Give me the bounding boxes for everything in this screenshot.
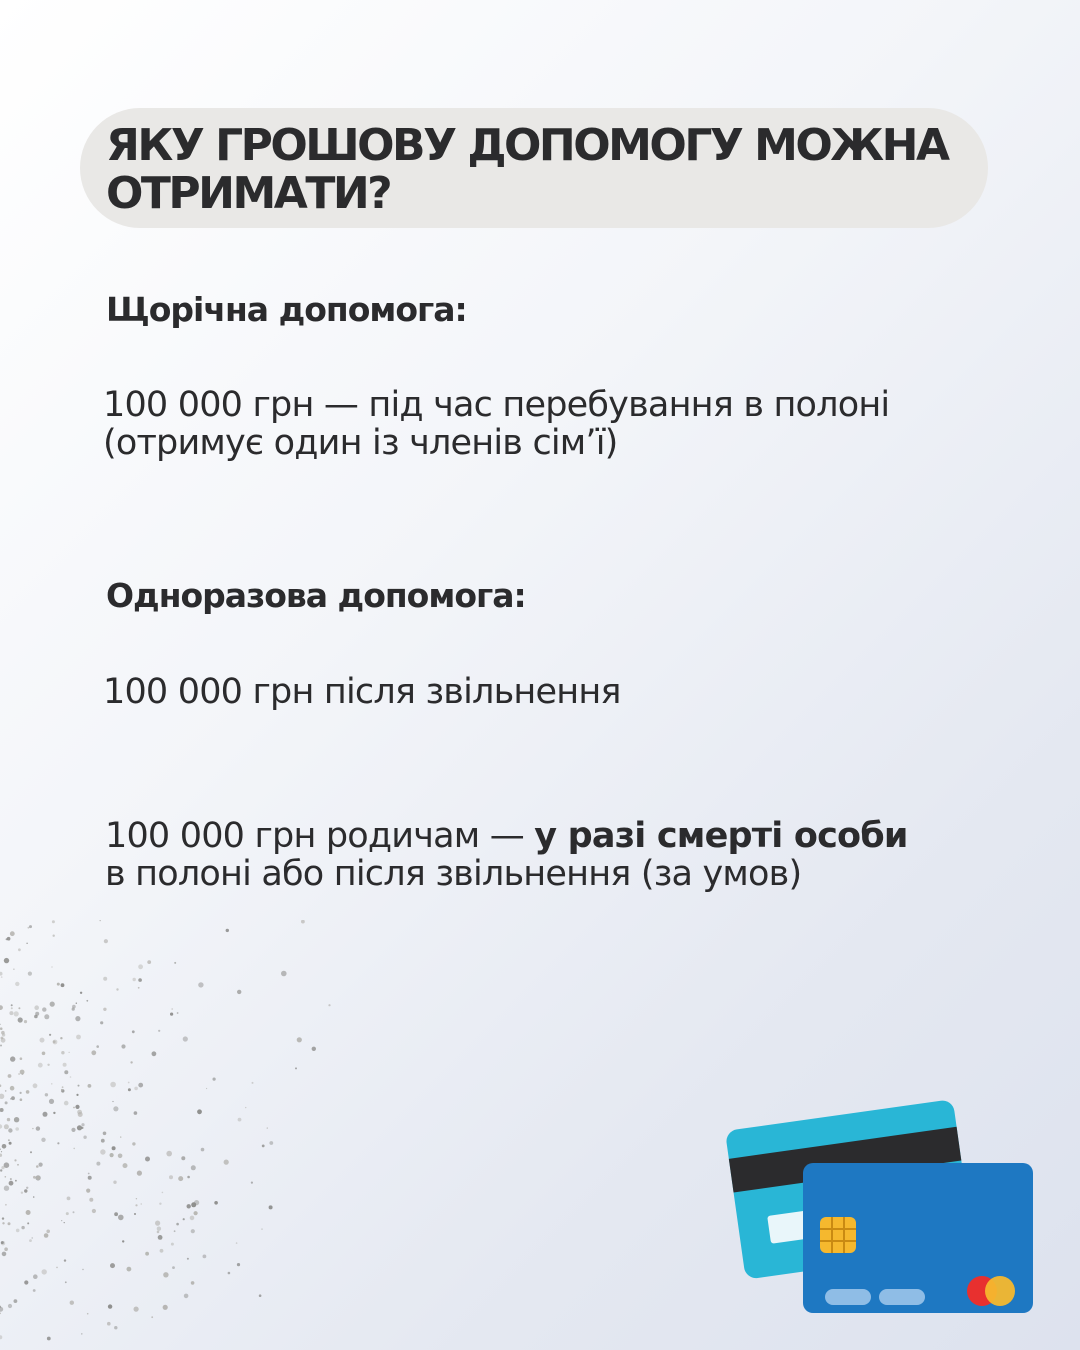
speckle-dot bbox=[157, 1227, 161, 1231]
speckle-dot bbox=[104, 939, 108, 943]
speckle-dot bbox=[5, 1101, 8, 1104]
speckle-dot bbox=[16, 1229, 20, 1233]
speckle-dot bbox=[86, 1189, 90, 1193]
annual-aid-text bbox=[103, 386, 889, 462]
speckle-dot bbox=[72, 1005, 76, 1009]
speckle-dot bbox=[328, 1004, 330, 1006]
speckle-dot bbox=[76, 1003, 77, 1004]
speckle-dot bbox=[120, 1136, 121, 1137]
speckle-dot bbox=[197, 1109, 202, 1114]
speckle-dot bbox=[132, 1142, 135, 1145]
speckle-dot bbox=[100, 1021, 103, 1024]
speckle-dot bbox=[75, 1016, 80, 1021]
speckle-dot bbox=[141, 1203, 142, 1204]
speckle-dot bbox=[81, 1123, 84, 1126]
speckle-dot bbox=[51, 966, 52, 967]
speckle-dot bbox=[187, 1204, 191, 1208]
title-banner bbox=[80, 108, 988, 228]
speckle-dot bbox=[33, 1176, 36, 1179]
speckle-dot bbox=[101, 1139, 105, 1143]
speckle-dot bbox=[53, 935, 55, 937]
speckle-dot bbox=[187, 1258, 189, 1260]
speckle-dot bbox=[51, 1083, 52, 1084]
speckle-dot bbox=[20, 1057, 23, 1060]
speckle-dot bbox=[171, 1243, 174, 1246]
speckle-dot bbox=[42, 1052, 46, 1056]
speckle-dot bbox=[121, 1044, 125, 1048]
speckle-dot bbox=[261, 1228, 263, 1230]
speckle-dot bbox=[49, 1034, 51, 1036]
speckle-dot bbox=[190, 1216, 195, 1221]
speckle-dot bbox=[0, 1094, 4, 1099]
speckle-dot bbox=[4, 1124, 9, 1129]
speckle-dot bbox=[73, 1211, 75, 1213]
speckle-dot bbox=[267, 1127, 268, 1128]
speckle-dot bbox=[60, 1037, 62, 1039]
speckle-dot bbox=[53, 1112, 55, 1114]
speckle-dot bbox=[73, 1148, 75, 1150]
speckle-dot bbox=[134, 1213, 136, 1215]
speckle-dot bbox=[24, 1280, 28, 1284]
speckle-dot bbox=[0, 1335, 2, 1339]
speckle-dot bbox=[152, 1051, 157, 1056]
speckle-dot bbox=[49, 1099, 54, 1104]
speckle-dot bbox=[213, 1078, 216, 1081]
speckle-dot bbox=[24, 1020, 27, 1023]
speckle-dot bbox=[183, 1036, 188, 1041]
speckle-dot bbox=[8, 1222, 11, 1225]
speckle-dot bbox=[137, 1171, 142, 1176]
speckle-dot bbox=[29, 1239, 32, 1242]
speckle-dot bbox=[162, 1192, 164, 1194]
speckle-dot bbox=[0, 1313, 1, 1315]
speckle-dot bbox=[47, 1337, 51, 1341]
speckle-dot bbox=[160, 1249, 164, 1253]
speckle-dot bbox=[130, 1061, 132, 1063]
speckle-dot bbox=[77, 1125, 82, 1130]
speckle-dot bbox=[18, 948, 21, 951]
release-aid-text: 100 000 грн після звільнення bbox=[103, 672, 621, 712]
speckle-dot bbox=[44, 1233, 49, 1238]
speckle-dot bbox=[96, 1045, 99, 1048]
speckle-dot bbox=[110, 1153, 114, 1157]
speckle-dot bbox=[10, 1056, 15, 1061]
death-aid-emphasis: у разі смерті особи bbox=[534, 816, 908, 856]
speckle-dot bbox=[128, 1088, 131, 1091]
speckle-dot bbox=[122, 1240, 124, 1242]
speckle-dot bbox=[18, 1017, 23, 1022]
speckle-dot bbox=[203, 1255, 207, 1259]
speckle-dot bbox=[181, 1156, 185, 1160]
speckle-dot bbox=[269, 1205, 273, 1209]
speckle-dot bbox=[28, 927, 30, 929]
speckle-dot bbox=[80, 992, 82, 994]
speckle-dot bbox=[281, 971, 287, 977]
speckle-dot bbox=[0, 1045, 2, 1047]
speckle-dot bbox=[172, 1266, 175, 1269]
speckle-dot bbox=[4, 1186, 9, 1191]
speckle-dot bbox=[70, 1076, 72, 1078]
speckle-dot bbox=[18, 1007, 20, 1009]
speckle-dot bbox=[21, 1192, 23, 1194]
speckle-dot bbox=[42, 1007, 46, 1011]
speckle-dot bbox=[9, 1011, 13, 1015]
speckle-dot bbox=[53, 1040, 58, 1045]
speckle-dot bbox=[103, 1008, 106, 1011]
speckle-dot bbox=[52, 920, 55, 923]
speckle-dot bbox=[56, 1267, 58, 1269]
speckle-dot bbox=[4, 958, 9, 963]
speckle-dot bbox=[1, 1166, 4, 1169]
speckle-dot bbox=[64, 1101, 69, 1106]
speckle-dot bbox=[0, 1169, 2, 1171]
speckle-dot bbox=[295, 1067, 297, 1069]
speckle-dot bbox=[7, 1118, 10, 1121]
annual-aid-line-1: 100 000 грн — під час перебування в полоні bbox=[103, 385, 890, 425]
speckle-dot bbox=[33, 1274, 38, 1279]
speckle-dot bbox=[8, 1074, 12, 1078]
speckle-dot bbox=[10, 931, 15, 936]
speckle-dot bbox=[114, 1326, 117, 1329]
speckle-dot bbox=[138, 1083, 143, 1088]
speckle-dot bbox=[171, 1008, 173, 1010]
speckle-dot bbox=[224, 1160, 229, 1165]
speckle-dot bbox=[176, 1223, 179, 1226]
speckle-dot bbox=[82, 1269, 83, 1270]
speckle-dot bbox=[78, 1085, 80, 1087]
speckle-dot bbox=[103, 1132, 107, 1136]
speckle-dot bbox=[123, 1163, 128, 1168]
credit-cards-icon bbox=[725, 1095, 1045, 1325]
speckle-dot bbox=[46, 1230, 50, 1234]
speckle-dot bbox=[50, 1002, 55, 1007]
speckle-dot bbox=[1, 1037, 4, 1040]
speckle-dot bbox=[118, 1154, 123, 1159]
page-title bbox=[106, 122, 948, 218]
speckle-dot bbox=[301, 920, 305, 924]
speckle-dot bbox=[28, 972, 32, 976]
speckle-dot bbox=[132, 1030, 135, 1033]
speckle-dot bbox=[2, 1217, 4, 1219]
speckle-dot bbox=[4, 1247, 8, 1251]
speckle-dot bbox=[87, 1313, 89, 1315]
speckle-dot bbox=[128, 1082, 130, 1084]
speckle-dot bbox=[238, 1118, 242, 1122]
speckle-dot bbox=[20, 1098, 23, 1101]
speckle-dot bbox=[40, 1038, 45, 1043]
speckle-dot bbox=[18, 1073, 20, 1075]
speckle-dot bbox=[251, 1182, 253, 1184]
speckle-dot bbox=[24, 1189, 27, 1192]
speckle-dot bbox=[0, 1005, 3, 1010]
speckle-dot bbox=[0, 1124, 2, 1128]
speckle-dot bbox=[14, 1011, 19, 1016]
speckle-dot bbox=[237, 1263, 240, 1266]
speckle-dot bbox=[1, 976, 3, 978]
speckle-dot bbox=[66, 1212, 69, 1215]
speckle-dot bbox=[1, 1151, 2, 1152]
speckle-dot bbox=[214, 1201, 218, 1205]
speckle-dot bbox=[76, 1094, 78, 1096]
speckle-dot bbox=[26, 1090, 30, 1094]
speckle-dot bbox=[61, 1089, 63, 1091]
speckle-dot bbox=[169, 1175, 173, 1179]
speckle-dot bbox=[194, 1211, 198, 1215]
speckle-dot bbox=[20, 1092, 22, 1094]
speckle-dot bbox=[78, 1112, 83, 1117]
speckle-dot bbox=[1, 1031, 5, 1035]
speckle-dot bbox=[155, 1221, 160, 1226]
speckle-dot bbox=[0, 1307, 3, 1312]
speckle-dot bbox=[36, 1165, 39, 1168]
speckle-dot bbox=[6, 938, 8, 940]
speckle-dot bbox=[20, 1070, 25, 1075]
speckle-dot bbox=[26, 1187, 28, 1189]
speckle-dot bbox=[67, 1197, 71, 1201]
speckle-dot bbox=[236, 1242, 238, 1244]
speckle-dot bbox=[1, 1241, 4, 1244]
speckle-dot bbox=[170, 1013, 173, 1016]
speckle-dot bbox=[133, 978, 136, 981]
speckle-dot bbox=[96, 1162, 100, 1166]
speckle-dot bbox=[47, 1064, 49, 1066]
speckle-dot bbox=[262, 1145, 265, 1148]
speckle-dot bbox=[174, 1230, 176, 1232]
speckle-dot bbox=[138, 964, 143, 969]
annual-aid-heading: Щорічна допомога: bbox=[106, 290, 467, 329]
speckle-dot bbox=[312, 1047, 316, 1051]
speckle-dot bbox=[27, 1222, 29, 1224]
speckle-dot bbox=[138, 987, 140, 989]
speckle-dot bbox=[134, 1307, 139, 1312]
speckle-dot bbox=[33, 1196, 35, 1198]
speckle-dot bbox=[178, 1176, 183, 1181]
speckle-dot bbox=[76, 1035, 81, 1040]
speckle-dot bbox=[206, 1088, 207, 1089]
speckle-dot bbox=[116, 988, 118, 990]
speckle-dot bbox=[201, 1148, 205, 1152]
speckle-dot bbox=[91, 1050, 96, 1055]
speckle-dot bbox=[15, 1127, 19, 1131]
speckle-dot bbox=[26, 1210, 31, 1215]
speckle-dot bbox=[70, 1301, 74, 1305]
speckle-dot bbox=[0, 1084, 1, 1087]
death-aid-prefix: 100 000 грн родичам — bbox=[105, 816, 535, 856]
speckle-dot bbox=[100, 1149, 105, 1154]
speckle-dot bbox=[228, 1272, 231, 1275]
speckle-dot bbox=[29, 925, 32, 928]
speckle-dot bbox=[9, 1142, 12, 1145]
speckle-dot bbox=[187, 1176, 190, 1179]
speckle-dot bbox=[86, 1000, 88, 1002]
speckle-dot bbox=[112, 1101, 113, 1102]
speckle-dot bbox=[88, 1173, 90, 1175]
speckle-dot bbox=[269, 1141, 273, 1145]
speckle-dot bbox=[0, 972, 3, 976]
speckle-dot bbox=[145, 1252, 149, 1256]
speckle-dot bbox=[177, 1012, 179, 1014]
speckle-dot bbox=[184, 1294, 189, 1299]
speckle-dot bbox=[158, 1235, 163, 1240]
speckle-dot bbox=[43, 1112, 48, 1117]
speckle-dot bbox=[17, 1164, 19, 1166]
speckle-dot bbox=[88, 1176, 92, 1180]
speckle-dot bbox=[245, 1107, 246, 1108]
speckle-dot bbox=[159, 1203, 161, 1205]
speckle-dot bbox=[118, 1215, 124, 1221]
speckle-dot bbox=[114, 1212, 118, 1216]
speckle-dot bbox=[38, 1063, 43, 1068]
speckle-dot bbox=[8, 1139, 10, 1141]
speckle-dot bbox=[36, 1126, 40, 1130]
speckle-dot bbox=[113, 1106, 118, 1111]
speckle-dot bbox=[191, 1281, 195, 1285]
page-title-line-2: ОТРИМАТИ? bbox=[106, 168, 391, 219]
speckle-dot bbox=[15, 982, 19, 986]
speckle-dot bbox=[34, 1015, 38, 1019]
speckle-dot bbox=[107, 1322, 111, 1326]
speckle-dot bbox=[135, 1204, 137, 1206]
speckle-dot bbox=[14, 1299, 18, 1303]
speckle-dot bbox=[191, 1202, 196, 1207]
speckle-dot bbox=[10, 1086, 15, 1091]
speckle-dot bbox=[8, 1128, 12, 1132]
speckle-dot bbox=[45, 1093, 48, 1096]
speckle-dot bbox=[112, 1146, 116, 1150]
speckle-dot bbox=[163, 1272, 168, 1277]
speckle-dot bbox=[2, 1144, 7, 1149]
speckle-dot bbox=[108, 1304, 112, 1308]
speckle-dot bbox=[2, 1222, 4, 1224]
speckle-dot bbox=[34, 1005, 39, 1010]
speckle-dot bbox=[64, 1259, 66, 1261]
speckle-dot bbox=[226, 929, 229, 932]
speckle-dot bbox=[13, 969, 14, 970]
speckle-dot bbox=[62, 1086, 64, 1088]
speckle-dot bbox=[32, 1128, 33, 1129]
speckle-dot bbox=[11, 1004, 13, 1006]
speckle-dot bbox=[41, 1138, 45, 1142]
speckle-dot bbox=[0, 1108, 4, 1112]
speckle-dot bbox=[61, 983, 65, 987]
speckle-dot bbox=[30, 1151, 32, 1153]
page-title-line-1: ЯКУ ГРОШОВУ ДОПОМОГУ МОЖНА bbox=[106, 120, 948, 171]
speckle-dot bbox=[237, 990, 241, 994]
speckle-dot bbox=[14, 1117, 19, 1122]
death-aid-line-2: в полоні або після звільнення (за умов) bbox=[105, 854, 802, 894]
speckle-dot bbox=[151, 1316, 153, 1318]
speckle-dot bbox=[92, 1209, 96, 1213]
speckle-dot bbox=[63, 1063, 67, 1067]
speckle-dot bbox=[61, 1220, 62, 1221]
speckle-dot bbox=[5, 1204, 7, 1206]
speckle-dot bbox=[15, 1180, 17, 1182]
speckle-dot bbox=[26, 943, 27, 944]
speckle-dot bbox=[11, 1007, 13, 1009]
speckle-dot bbox=[21, 1226, 24, 1229]
speckle-dot bbox=[64, 1222, 65, 1223]
speckle-dot bbox=[39, 1163, 43, 1167]
speckle-dot bbox=[73, 1107, 75, 1109]
speckle-dot bbox=[0, 1027, 3, 1030]
speckle-dot bbox=[110, 1082, 116, 1088]
speckle-dot bbox=[9, 1181, 14, 1186]
speckle-dot bbox=[103, 977, 107, 981]
speckle-dot bbox=[88, 1084, 92, 1088]
speckle-dot bbox=[11, 1096, 15, 1100]
speckle-dot bbox=[83, 1136, 86, 1139]
speckle-dot bbox=[134, 1087, 138, 1091]
speckle-dot bbox=[10, 1178, 12, 1180]
speckle-dot bbox=[0, 1024, 1, 1025]
speckle-dot bbox=[71, 1128, 75, 1132]
speckle-dot bbox=[252, 1082, 254, 1084]
speckle-dot bbox=[65, 1281, 67, 1283]
speckle-dot bbox=[198, 982, 203, 987]
death-aid-text bbox=[105, 817, 908, 893]
speckle-dot bbox=[147, 960, 151, 964]
speckle-texture-decoration bbox=[0, 920, 360, 1350]
speckle-dot bbox=[5, 1090, 7, 1092]
speckle-dot bbox=[191, 1165, 196, 1170]
speckle-dot bbox=[0, 1154, 2, 1157]
speckle-dot bbox=[138, 978, 142, 982]
speckle-dot bbox=[89, 1198, 93, 1202]
speckle-dot bbox=[5, 1176, 7, 1178]
speckle-dot bbox=[158, 1030, 160, 1032]
speckle-dot bbox=[99, 920, 101, 921]
speckle-dot bbox=[69, 1052, 70, 1053]
speckle-dot bbox=[145, 1157, 150, 1162]
speckle-dot bbox=[163, 1305, 168, 1310]
speckle-dot bbox=[297, 1037, 302, 1042]
one-time-aid-heading: Одноразова допомога: bbox=[106, 576, 526, 615]
annual-aid-line-2: (отримує один із членів сім’ї) bbox=[103, 423, 618, 463]
speckle-dot bbox=[75, 1105, 79, 1109]
speckle-dot bbox=[110, 1263, 115, 1268]
speckle-dot bbox=[44, 1014, 49, 1019]
speckle-dot bbox=[136, 1198, 137, 1199]
speckle-dot bbox=[157, 1231, 160, 1234]
speckle-dot bbox=[57, 983, 60, 986]
speckle-dot bbox=[33, 1289, 36, 1292]
speckle-dot bbox=[37, 1176, 40, 1179]
speckle-dot bbox=[14, 1159, 16, 1161]
speckle-dot bbox=[0, 1148, 1, 1150]
speckle-dot bbox=[61, 1051, 64, 1054]
speckle-dot bbox=[166, 1151, 172, 1157]
speckle-dot bbox=[57, 1142, 59, 1144]
speckle-dot bbox=[191, 1229, 195, 1233]
speckle-dot bbox=[32, 1237, 33, 1238]
speckle-dot bbox=[42, 1269, 47, 1274]
speckle-dot bbox=[183, 1218, 185, 1220]
speckle-dot bbox=[8, 1304, 12, 1308]
speckle-dot bbox=[259, 1294, 262, 1297]
speckle-dot bbox=[126, 1267, 131, 1272]
speckle-dot bbox=[113, 1181, 116, 1184]
speckle-dot bbox=[174, 962, 176, 964]
speckle-dot bbox=[64, 1070, 68, 1074]
speckle-dot bbox=[81, 1333, 82, 1334]
speckle-dot bbox=[33, 1083, 38, 1088]
speckle-dot bbox=[134, 1111, 138, 1115]
speckle-dot bbox=[2, 1252, 7, 1257]
